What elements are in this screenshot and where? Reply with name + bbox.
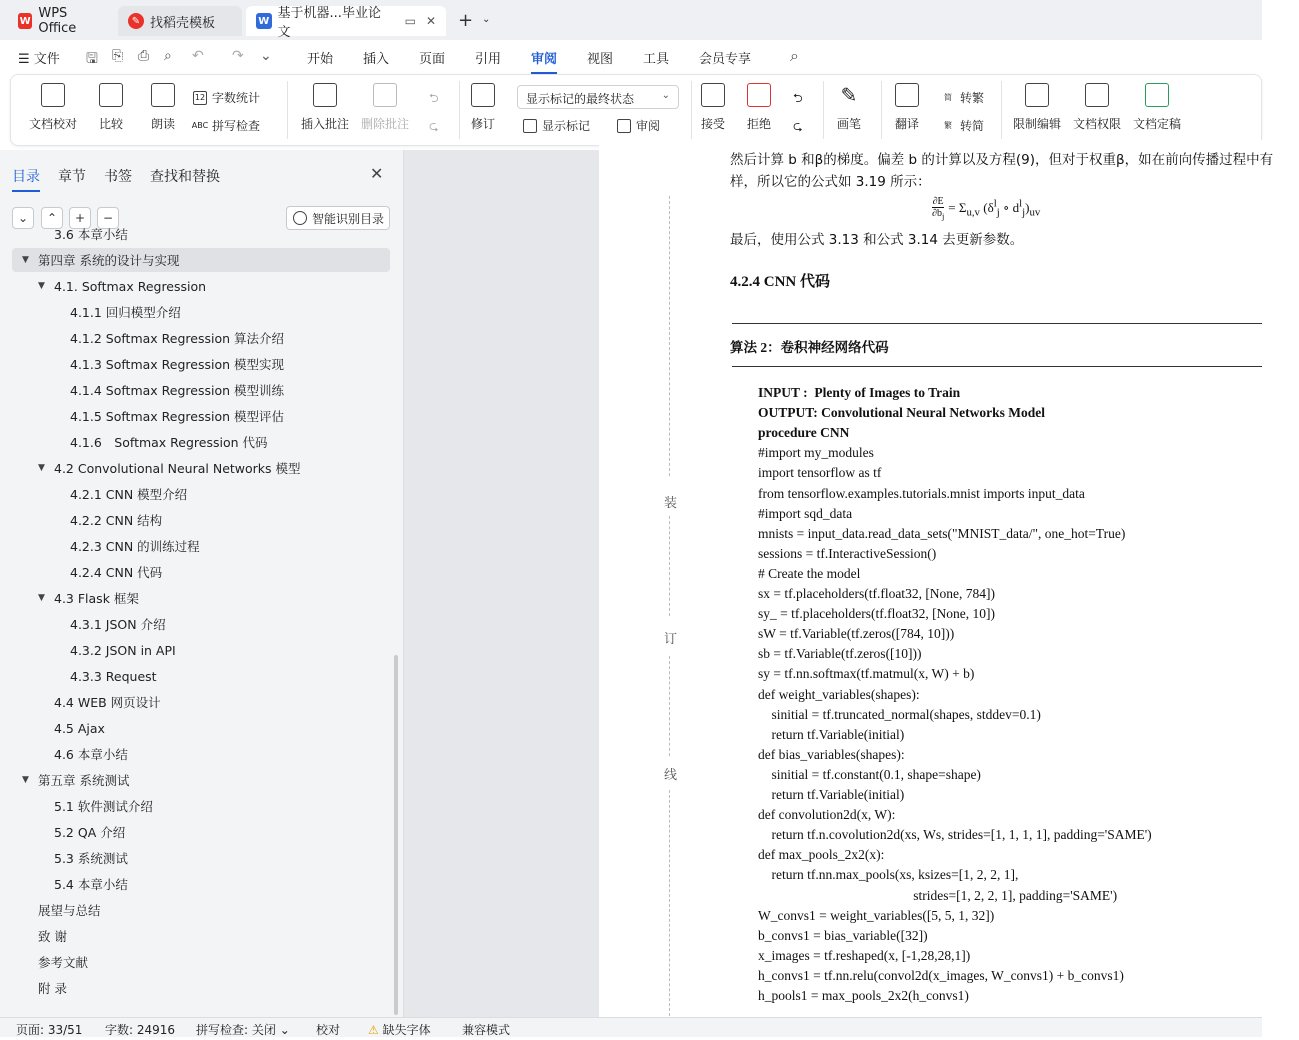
- page-indicator[interactable]: 页面: 33/51: [16, 1023, 83, 1037]
- toc-item[interactable]: [12, 820, 390, 844]
- next-change-icon[interactable]: ⮎: [793, 119, 803, 133]
- section-heading: 4.2.4 CNN 代码: [730, 274, 830, 290]
- code-line: sW = tf.Variable(tf.zeros([784, 10])): [758, 626, 955, 642]
- code-line: procedure CNN: [758, 425, 850, 441]
- chevron-down-icon: ⌄: [279, 1023, 290, 1037]
- paragraph-text: 然后计算 b 和β的梯度。偏差 b 的计算以及方程(9)，但对于权重β，如在前向传播过程中有: [730, 152, 1274, 168]
- show-marks-label: 显示标记: [542, 119, 591, 133]
- menu-start[interactable]: 开始: [307, 52, 334, 67]
- toc-item-label: 第五章 系统测试: [38, 773, 130, 788]
- expand-triangle-icon[interactable]: ▼: [22, 775, 29, 785]
- toc-item-label: 4.1.6 Softmax Regression 代码: [70, 435, 268, 450]
- tab-label: 找稻壳模板: [150, 15, 216, 31]
- code-line: x_images = tf.reshaped(x, [-1,28,28,1]): [758, 947, 971, 963]
- toc-item[interactable]: [12, 482, 390, 506]
- delete-comment-button[interactable]: [361, 83, 409, 132]
- print-preview-icon[interactable]: ⌕: [164, 48, 172, 64]
- compat-mode-status: 兼容模式: [462, 1023, 511, 1037]
- compare-icon: [99, 83, 123, 107]
- toc-item[interactable]: [12, 378, 390, 402]
- algorithm-rule-top: [732, 323, 1262, 324]
- divider: [881, 81, 882, 139]
- binding-line: [669, 790, 670, 1016]
- track-changes-button[interactable]: [471, 83, 495, 132]
- smart-toc-label: 智能识别目录: [312, 211, 385, 226]
- toc-item-label: 4.1. Softmax Regression: [54, 278, 207, 294]
- tab-toc[interactable]: 目录: [12, 166, 40, 186]
- accept-label: 接受: [701, 117, 726, 131]
- simplified-icon: 繁: [944, 121, 952, 130]
- compare-button[interactable]: [99, 83, 123, 132]
- toc-item[interactable]: [12, 430, 390, 454]
- toc-item[interactable]: [12, 638, 390, 662]
- toc-item[interactable]: [12, 768, 390, 792]
- read-aloud-button[interactable]: [151, 83, 175, 132]
- spell-check-label: 拼写检查: [212, 119, 261, 133]
- expand-triangle-icon[interactable]: ▼: [38, 463, 45, 473]
- code-line: import tensorflow as tf: [758, 465, 882, 481]
- word-doc-icon: W: [256, 13, 272, 29]
- tab-label: WPS Office: [38, 6, 77, 36]
- to-traditional-button[interactable]: [941, 89, 984, 106]
- new-tab-icon[interactable]: +: [458, 10, 474, 31]
- restore-window-icon[interactable]: ▭: [404, 14, 416, 28]
- binding-line: [669, 516, 670, 616]
- toc-item-label: 参考文献: [38, 955, 89, 970]
- save-icon[interactable]: 🖫: [86, 51, 98, 67]
- divider: [823, 81, 824, 139]
- doc-check-icon: [41, 83, 65, 107]
- toc-item[interactable]: [12, 586, 390, 610]
- restrict-edit-label: 限制编辑: [1013, 117, 1062, 131]
- menu-page[interactable]: 页面: [419, 52, 446, 67]
- toc-item[interactable]: [12, 508, 390, 532]
- toc-item-label: 4.2.2 CNN 结构: [70, 513, 163, 528]
- code-line: return tf.n.covolution2d(xs, Ws, strides=[1, 1, 1, 1], padding='SAME'): [758, 827, 1152, 843]
- toc-item[interactable]: [12, 612, 390, 636]
- doc-check-label: 文档校对: [29, 117, 78, 131]
- toc-item-label: 5.3 系统测试: [54, 851, 128, 866]
- toc-item-label: 4.2.3 CNN 的训练过程: [70, 539, 200, 554]
- tab-daoke-template[interactable]: [118, 6, 242, 36]
- reject-button[interactable]: [747, 83, 771, 132]
- undo-icon[interactable]: ↶: [192, 48, 204, 64]
- mark-state-select[interactable]: [517, 85, 679, 109]
- add-heading-icon[interactable]: +: [69, 207, 91, 229]
- insert-comment-icon: [313, 83, 337, 107]
- toc-item[interactable]: [12, 300, 390, 324]
- code-line: return tf.Variable(initial): [758, 726, 905, 742]
- menu-member[interactable]: 会员专享: [699, 52, 752, 67]
- code-line: # Create the model: [758, 565, 861, 581]
- toc-item-label: 4.4 WEB 网页设计: [54, 695, 161, 710]
- show-marks-icon: [523, 119, 537, 133]
- toc-item[interactable]: [12, 976, 390, 1000]
- code-line: sx = tf.placeholders(tf.float32, [None, 784]): [758, 586, 996, 601]
- file-menu-label: 文件: [33, 52, 60, 67]
- word-count-label: 字数统计: [212, 91, 261, 105]
- toc-item-label: 4.2 Convolutional Neural Networks 模型: [54, 461, 301, 476]
- read-aloud-label: 朗读: [151, 117, 176, 131]
- reject-icon: [747, 83, 771, 107]
- doc-finalize-button[interactable]: [1133, 83, 1181, 132]
- code-line: sinitial = tf.truncated_normal(shapes, stddev=0.1): [758, 706, 1041, 722]
- toc-item-label: 4.3.2 JSON in API: [70, 642, 176, 658]
- accept-button[interactable]: [701, 83, 725, 132]
- share-icon[interactable]: ⎘: [112, 48, 124, 64]
- navigation-panel: [0, 150, 404, 1017]
- binding-mark: 线: [664, 768, 678, 783]
- mark-state-value: 显示标记的最终状态: [526, 92, 635, 106]
- toc-item-label: 4.1.1 回归模型介绍: [70, 305, 181, 320]
- missing-font-label: 缺失字体: [382, 1023, 431, 1037]
- code-line: b_convs1 = bias_variable([32]): [758, 927, 928, 943]
- toc-item[interactable]: [12, 248, 390, 272]
- tab-document[interactable]: [246, 6, 446, 40]
- expand-triangle-icon[interactable]: ▼: [38, 593, 45, 603]
- collapse-up-icon[interactable]: ⌃: [41, 207, 63, 229]
- traditional-icon: 简: [944, 93, 952, 102]
- toc-item[interactable]: [12, 898, 390, 922]
- toc-item[interactable]: [12, 742, 390, 766]
- toc-item[interactable]: [12, 274, 390, 298]
- missing-font-status[interactable]: [368, 1021, 431, 1038]
- binding-line: [669, 656, 670, 756]
- code-line: def weight_variables(shapes):: [758, 686, 920, 702]
- algorithm-rule-mid: [732, 366, 1262, 367]
- browser-tab-bar: [0, 0, 1262, 40]
- spell-check-status-label: 拼写检查: 关闭: [196, 1023, 276, 1037]
- doc-permission-label: 文档权限: [1073, 117, 1122, 131]
- pen-label: 画笔: [837, 117, 862, 131]
- menu-insert[interactable]: 插入: [363, 52, 390, 67]
- tab-find-replace[interactable]: 查找和替换: [150, 169, 220, 185]
- wps-logo-icon: W: [18, 13, 32, 29]
- toc-item[interactable]: [12, 456, 390, 480]
- code-line: strides=[1, 2, 2, 1], padding='SAME'): [758, 887, 1118, 903]
- review-pane-button[interactable]: [617, 117, 660, 134]
- algorithm-title: 算法 2：卷积神经网络代码: [730, 340, 889, 355]
- lock-icon: [1025, 83, 1049, 107]
- menu-reference[interactable]: 引用: [475, 52, 502, 67]
- permission-icon: [1085, 83, 1109, 107]
- reject-label: 拒绝: [747, 117, 772, 131]
- divider: [459, 81, 460, 139]
- scrollbar[interactable]: [394, 655, 398, 1015]
- toc-item-label: 3.6 本章小结: [54, 227, 128, 242]
- toc-item-label: 展望与总结: [38, 903, 101, 918]
- review-pane-icon: [617, 119, 631, 133]
- code-line: mnists = input_data.read_data_sets("MNIST_data/", one_hot=True): [758, 525, 1126, 541]
- track-changes-label: 修订: [471, 117, 496, 131]
- code-line: sessions = tf.InteractiveSession(): [758, 545, 937, 561]
- code-line: sy = tf.nn.softmax(tf.matmul(x, W) + b): [758, 666, 975, 682]
- more-quick-icon[interactable]: ⌄: [260, 48, 272, 64]
- spell-check-button[interactable]: [193, 117, 260, 134]
- expand-down-icon[interactable]: ⌄: [12, 207, 34, 229]
- toc-item[interactable]: [12, 690, 390, 714]
- doc-permission-button[interactable]: [1073, 83, 1121, 132]
- to-simplified-button[interactable]: [941, 117, 984, 134]
- toc-item[interactable]: [12, 352, 390, 376]
- toc-item-label: 4.1.3 Softmax Regression 模型实现: [70, 357, 284, 372]
- review-pane-label: 审阅: [636, 119, 661, 133]
- prev-comment-icon[interactable]: ⮌: [429, 91, 439, 105]
- show-marks-button[interactable]: [523, 117, 590, 134]
- toc-item[interactable]: [12, 846, 390, 870]
- insert-comment-label: 插入批注: [301, 117, 350, 131]
- finalize-icon: [1145, 83, 1169, 107]
- binding-mark: 装: [664, 496, 678, 511]
- tab-chapters[interactable]: 章节: [58, 169, 86, 185]
- toc-item-label: 5.2 QA 介绍: [54, 825, 126, 840]
- search-icon[interactable]: ⌕: [790, 46, 799, 65]
- redo-icon[interactable]: ↷: [232, 48, 244, 64]
- translate-button[interactable]: [895, 83, 919, 132]
- formula: $\frac{\partial E}{\partial b_j}$ = $\Sigma_{u,v}$ ($\delta^l_j$ ∘ $d^l_j)_{uv}$: [932, 196, 1041, 221]
- menu-view[interactable]: 视图: [587, 52, 614, 67]
- paragraph-text: 最后，使用公式 3.13 和公式 3.14 去更新参数。: [730, 232, 1024, 248]
- chevron-down-icon[interactable]: ⌄: [482, 14, 491, 25]
- toc-item-label: 4.5 Ajax: [54, 720, 105, 736]
- restrict-edit-button[interactable]: [1013, 83, 1061, 132]
- toc-item[interactable]: [12, 872, 390, 896]
- toc-item-label: 4.1.2 Softmax Regression 算法介绍: [70, 331, 284, 346]
- code-line: INPUT : Plenty of Images to Train: [758, 385, 961, 400]
- toc-item-label: 4.3 Flask 框架: [54, 591, 139, 606]
- pen-button[interactable]: [837, 83, 861, 132]
- menu-review[interactable]: 审阅: [531, 48, 557, 67]
- divider: [691, 81, 692, 139]
- code-line: h_convs1 = tf.nn.relu(convol2d(x_images, W_convs1) + b_convs1): [758, 967, 1124, 983]
- doc-check-button[interactable]: [29, 83, 77, 132]
- proofread-status[interactable]: 校对: [316, 1023, 341, 1037]
- spell-check-icon: ABC: [191, 121, 209, 130]
- file-menu[interactable]: ☰ 文件: [18, 52, 60, 67]
- warning-icon: ⚠: [368, 1023, 379, 1037]
- toc-item[interactable]: [12, 716, 390, 740]
- word-count-button[interactable]: [193, 89, 260, 106]
- code-line: return tf.Variable(initial): [758, 787, 905, 802]
- close-icon[interactable]: ✕: [370, 164, 384, 183]
- code-line: #import sqd_data: [758, 505, 853, 521]
- toc-item[interactable]: [12, 222, 390, 246]
- status-bar: [0, 1017, 1262, 1037]
- review-ribbon: [10, 74, 1262, 146]
- toc-item-label: 4.3.3 Request: [70, 668, 157, 684]
- toc-item-label: 4.2.1 CNN 模型介绍: [70, 487, 188, 502]
- translate-icon: [895, 83, 919, 107]
- print-icon[interactable]: ⎙: [138, 48, 150, 64]
- code-line: sy_ = tf.placeholders(tf.float32, [None, 10]): [758, 606, 996, 622]
- toc-item[interactable]: [12, 560, 390, 584]
- code-line: def bias_variables(shapes):: [758, 746, 905, 762]
- binding-mark: 订: [664, 632, 678, 647]
- toc-item[interactable]: [12, 924, 390, 948]
- code-line: h_pools1 = max_pools_2x2(h_convs1): [758, 988, 969, 1003]
- divider: [287, 81, 288, 139]
- code-line: sb = tf.Variable(tf.zeros([10])): [758, 646, 922, 662]
- toc-item-label: 5.1 软件测试介绍: [54, 799, 153, 814]
- word-count-icon: 12: [193, 91, 207, 105]
- tab-bookmarks[interactable]: 书签: [104, 169, 132, 185]
- code-line: W_convs1 = weight_variables([5, 5, 1, 32]): [758, 907, 995, 923]
- toc-item-label: 4.2.4 CNN 代码: [70, 565, 163, 580]
- daoke-logo-icon: ✎: [128, 13, 144, 29]
- toc-item-label: 4.3.1 JSON 介绍: [70, 617, 166, 632]
- delete-comment-icon: [373, 83, 397, 107]
- toc-list: [0, 227, 400, 1017]
- toc-item[interactable]: [12, 404, 390, 428]
- read-aloud-icon: [151, 83, 175, 107]
- to-traditional-label: 转繁: [960, 91, 985, 105]
- divider: [1001, 81, 1002, 139]
- translate-label: 翻译: [895, 117, 920, 131]
- chevron-down-icon: ⌄: [661, 90, 670, 101]
- tab-wps-office[interactable]: [8, 6, 112, 36]
- menu-bar: [0, 40, 1262, 74]
- expand-triangle-icon[interactable]: ▼: [22, 255, 29, 265]
- toc-item[interactable]: [12, 794, 390, 818]
- to-simplified-label: 转简: [960, 119, 985, 133]
- expand-triangle-icon[interactable]: ▼: [38, 281, 45, 291]
- track-changes-icon: [471, 83, 495, 107]
- insert-comment-button[interactable]: [301, 83, 349, 132]
- code-line: #import my_modules: [758, 445, 874, 461]
- menu-tools[interactable]: 工具: [643, 52, 670, 67]
- tab-label: 基于机器...毕业论文: [277, 6, 381, 40]
- code-line: def max_pools_2x2(x):: [758, 847, 885, 863]
- accept-icon: [701, 83, 725, 107]
- pen-icon: ✎: [840, 83, 858, 107]
- toc-item[interactable]: [12, 534, 390, 558]
- code-line: from tensorflow.examples.tutorials.mnist imports input_data: [758, 485, 1085, 501]
- code-line: sinitial = tf.constant(0.1, shape=shape): [758, 766, 981, 782]
- compare-label: 比较: [99, 117, 124, 131]
- close-tab-icon[interactable]: ✕: [425, 14, 436, 28]
- next-comment-icon[interactable]: ⮎: [429, 119, 439, 133]
- code-line: OUTPUT: Convolutional Neural Networks Model: [758, 405, 1045, 421]
- binding-line: [669, 196, 670, 476]
- remove-heading-icon[interactable]: −: [97, 207, 119, 229]
- toc-item-label: 第四章 系统的设计与实现: [38, 253, 180, 268]
- spell-check-status[interactable]: [196, 1021, 290, 1038]
- toc-item-label: 4.1.5 Softmax Regression 模型评估: [70, 409, 284, 424]
- code-line: def convolution2d(x, W):: [758, 807, 896, 823]
- word-count-status[interactable]: 字数: 24916: [105, 1023, 176, 1037]
- code-line: return tf.nn.max_pools(xs, ksizes=[1, 2, 2, 1],: [758, 867, 1019, 883]
- toc-item-label: 4.1.4 Softmax Regression 模型训练: [70, 383, 284, 398]
- delete-comment-label: 删除批注: [361, 117, 410, 131]
- toc-item-label: 4.6 本章小结: [54, 747, 128, 762]
- prev-change-icon[interactable]: ⮌: [793, 91, 803, 105]
- toc-item-label: 5.4 本章小结: [54, 877, 128, 892]
- paragraph-text: 样，所以它的公式如 3.19 所示：: [730, 174, 931, 190]
- toc-item[interactable]: [12, 326, 390, 350]
- toc-item[interactable]: [12, 950, 390, 974]
- doc-finalize-label: 文档定稿: [1133, 117, 1182, 131]
- toc-item[interactable]: [12, 664, 390, 688]
- toc-item-label: 致 谢: [38, 929, 67, 944]
- toc-item-label: 附 录: [38, 981, 67, 996]
